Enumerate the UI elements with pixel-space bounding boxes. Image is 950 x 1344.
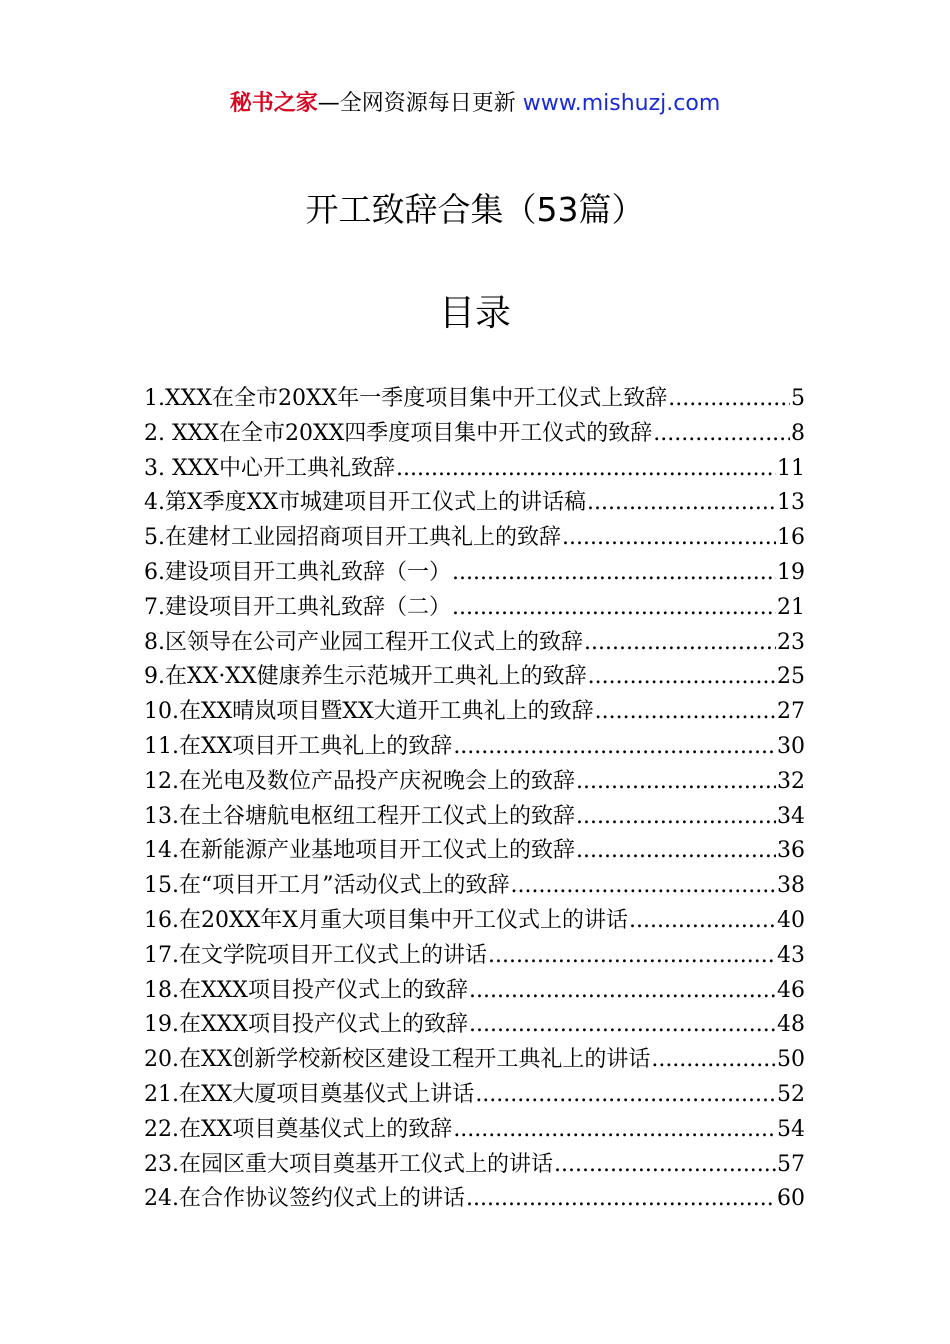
toc-entry-title: 6.建设项目开工典礼致辞（一） [144,559,451,585]
toc-entry-page: 5 [791,386,805,411]
toc-entry-page: 19 [777,559,805,585]
toc-entry-page: 11 [777,455,805,481]
toc-entry[interactable] [144,939,805,974]
toc-entry-title: 23.在园区重大项目奠基开工仪式上的讲话 [144,1151,553,1177]
toc-heading: 目录 [438,293,511,334]
toc-leader-dots [576,800,776,835]
toc-entry[interactable] [144,1113,805,1148]
toc-entry-title: 4.第X季度XX市城建项目开工仪式上的讲话稿 [144,490,586,516]
document-title: 开工致辞合集（53篇） [305,190,645,229]
toc-entry-page: 40 [777,907,805,933]
toc-leader-dots [510,869,776,904]
toc-entry[interactable] [144,591,805,626]
toc-entry-title: 21.在XX大厦项目奠基仪式上讲话 [144,1081,475,1107]
toc-entry-title: 22.在XX项目奠基仪式上的致辞 [144,1116,453,1142]
toc-entry-page: 36 [777,838,805,864]
toc-leader-dots [576,765,776,800]
toc-leader-dots [452,591,776,626]
toc-leader-dots [584,626,776,661]
toc-entry[interactable] [144,556,805,591]
site-url-link[interactable]: www.mishuzj.com [522,91,721,116]
toc-entry-title: 17.在文学院项目开工仪式上的讲话 [144,942,487,968]
toc-entry[interactable] [144,765,805,800]
toc-entry[interactable] [144,382,805,417]
toc-entry-title: 20.在XX创新学校新校区建设工程开工典礼上的讲话 [144,1047,651,1073]
toc-leader-dots [629,904,776,939]
toc-entry[interactable] [144,486,805,521]
toc-leader-dots [453,730,776,765]
toc-entry-page: 32 [777,768,805,794]
toc-entry[interactable] [144,1182,805,1217]
toc-leader-dots [576,834,776,869]
toc-entry-title: 3. XXX中心开工典礼致辞 [144,455,395,481]
toc-entry-page: 27 [777,699,805,725]
toc-entry-title: 10.在XX晴岚项目暨XX大道开工典礼上的致辞 [144,699,594,725]
toc-entry-page: 23 [777,629,805,655]
toc-entry-page: 25 [777,664,805,690]
toc-entry-title: 5.在建材工业园招商项目开工典礼上的致辞 [144,525,561,551]
toc-entry-page: 52 [777,1081,805,1107]
toc-entry[interactable] [144,834,805,869]
toc-leader-dots [475,1078,776,1113]
toc-entry-page: 38 [777,873,805,899]
toc-leader-dots [453,1113,776,1148]
toc-entry[interactable] [144,904,805,939]
toc-entry-page: 8 [791,420,805,446]
toc-entry-title: 16.在20XX年X月重大项目集中开工仪式上的讲话 [144,907,628,933]
table-of-contents [144,382,805,1217]
toc-entry[interactable] [144,869,805,904]
toc-entry-title: 15.在“项目开工月”活动仪式上的致辞 [144,873,510,899]
toc-entry-page: 34 [777,803,805,829]
toc-entry[interactable] [144,626,805,661]
toc-entry[interactable] [144,1008,805,1043]
site-tagline: —全网资源每日更新 [317,91,523,116]
toc-leader-dots [554,1148,776,1183]
toc-entry-page: 46 [777,977,805,1003]
toc-entry-title: 9.在XX·XX健康养生示范城开工典礼上的致辞 [144,664,587,690]
toc-leader-dots [469,1008,776,1043]
toc-entry[interactable] [144,730,805,765]
toc-entry[interactable] [144,521,805,556]
toc-entry-page: 57 [777,1151,805,1177]
toc-entry-title: 1.XXX在全市20XX年一季度项目集中开工仪式上致辞 [144,386,668,411]
toc-entry-title: 11.在XX项目开工典礼上的致辞 [144,733,453,759]
toc-leader-dots [668,382,790,417]
toc-entry[interactable] [144,1043,805,1078]
toc-entry[interactable] [144,1078,805,1113]
site-brand: 秘书之家 [229,91,318,116]
toc-leader-dots [469,974,776,1009]
toc-leader-dots [488,939,776,974]
toc-entry-title: 14.在新能源产业基地项目开工仪式上的致辞 [144,838,575,864]
toc-leader-dots [466,1182,776,1217]
toc-entry[interactable] [144,660,805,695]
toc-entry[interactable] [144,452,805,487]
toc-entry[interactable] [144,974,805,1009]
toc-entry-page: 50 [777,1047,805,1073]
toc-entry-title: 12.在光电及数位产品投产庆祝晚会上的致辞 [144,768,575,794]
toc-leader-dots [651,1043,776,1078]
toc-entry[interactable] [144,695,805,730]
toc-entry-title: 7.建设项目开工典礼致辞（二） [144,594,451,620]
toc-entry-title: 2. XXX在全市20XX四季度项目集中开工仪式的致辞 [144,420,653,446]
toc-entry-title: 8.区领导在公司产业园工程开工仪式上的致辞 [144,629,583,655]
toc-leader-dots [595,695,776,730]
toc-entry-title: 19.在XXX项目投产仪式上的致辞 [144,1012,468,1038]
toc-leader-dots [587,486,776,521]
toc-entry-title: 18.在XXX项目投产仪式上的致辞 [144,977,468,1003]
toc-entry-title: 13.在土谷塘航电枢纽工程开工仪式上的致辞 [144,803,575,829]
toc-entry[interactable] [144,417,805,452]
toc-leader-dots [452,556,776,591]
toc-leader-dots [562,521,776,556]
toc-entry[interactable] [144,1148,805,1183]
toc-entry-page: 16 [777,525,805,551]
toc-leader-dots [588,660,776,695]
toc-entry[interactable] [144,800,805,835]
toc-entry-page: 21 [777,594,805,620]
toc-leader-dots [653,417,790,452]
toc-leader-dots [396,452,776,487]
toc-entry-title: 24.在合作协议签约仪式上的讲话 [144,1186,465,1212]
toc-entry-page: 54 [777,1116,805,1142]
site-header [0,88,950,120]
toc-entry-page: 13 [777,490,805,516]
toc-entry-page: 30 [777,733,805,759]
toc-entry-page: 48 [777,1012,805,1038]
toc-entry-page: 60 [777,1186,805,1212]
toc-entry-page: 43 [777,942,805,968]
